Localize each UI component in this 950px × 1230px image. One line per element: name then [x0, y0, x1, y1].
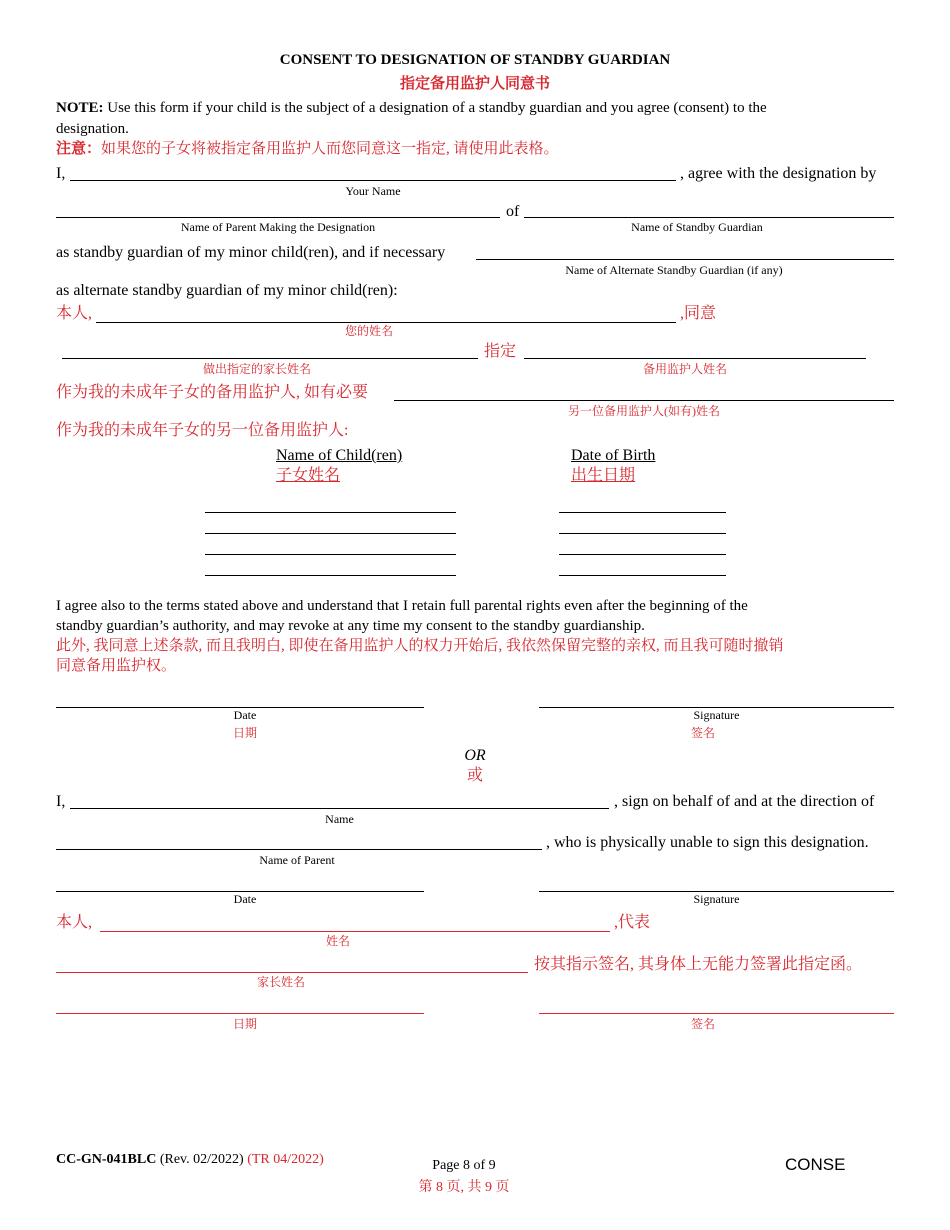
behalf-i-prefix-cn: 本人, [56, 914, 93, 931]
child-name-field-2[interactable] [205, 533, 456, 534]
standby-guardian-caption-cn: 备用监护人姓名 [642, 362, 727, 376]
agreement-en-2: standby guardian’s authority, and may revoke at any time my consent to the standby guardianship. [56, 618, 645, 634]
agreement-en-1: I agree also to the terms stated above and understand that I retain full parental rights even after the beginning of the [56, 598, 748, 614]
alternate-guardian-caption: Name of Alternate Standby Guardian (if any) [565, 263, 783, 277]
standby-guardian-field-cn[interactable] [524, 358, 866, 359]
your-name-field[interactable] [70, 180, 676, 181]
date-caption-2: Date [233, 892, 257, 906]
note-en-line-1 [56, 98, 767, 118]
child-name-field-4[interactable] [205, 575, 456, 576]
as-alternate-cn: 作为我的未成年子女的另一位备用监护人: [56, 422, 349, 439]
or-text-cn: 或 [466, 767, 483, 784]
title-en: CONSENT TO DESIGNATION OF STANDBY GUARDIAN [279, 52, 671, 68]
or-text: OR [464, 747, 486, 764]
alternate-guardian-caption-cn: 另一位备用监护人(如有)姓名 [568, 404, 720, 418]
i-prefix-en: I, [56, 165, 66, 182]
designate-cn: 指定 [484, 343, 517, 360]
child-dob-field-3[interactable] [559, 554, 726, 555]
col-child-header: Name of Child(ren) [276, 447, 403, 464]
footer-tag: CONSE [785, 1155, 846, 1174]
parent-making-field[interactable] [56, 217, 500, 218]
signature-caption-cn: 签名 [690, 1017, 715, 1031]
standby-guardian-field[interactable] [524, 217, 894, 218]
col-dob-header-cn: 出生日期 [571, 467, 636, 484]
unable-text: , who is physically unable to sign this designation. [546, 834, 869, 851]
your-name-caption: Your Name [345, 184, 401, 198]
col-child-header-cn: 子女姓名 [276, 467, 341, 484]
behalf-name-field[interactable] [70, 808, 609, 809]
standby-guardian-caption: Name of Standby Guardian [631, 220, 763, 234]
agree-by-text: , agree with the designation by [680, 165, 877, 182]
signature-field-cn[interactable] [539, 1013, 894, 1014]
agreement-cn-1: 此外, 我同意上述条款, 而且我明白, 即使在备用监护人的权力开始后, 我依然保留完整的亲权, 而且我可随时撤销 [56, 638, 784, 654]
agree-cn: ,同意 [680, 305, 717, 322]
i-prefix-cn: 本人, [56, 305, 93, 322]
note-text-cn: 如果您的子女将被指定备用监护人而您同意这一指定, 请使用此表格。 [101, 141, 559, 157]
form-rev: (Rev. 02/2022) [156, 1152, 248, 1167]
as-standby-text: as standby guardian of my minor child(ren), and if necessary [56, 244, 446, 261]
parent-making-caption: Name of Parent Making the Designation [180, 220, 376, 234]
of-text: of [506, 203, 520, 220]
represent-cn: ,代表 [614, 914, 651, 931]
child-name-field-1[interactable] [205, 512, 456, 513]
child-name-field-3[interactable] [205, 554, 456, 555]
signature-caption-1: Signature [693, 708, 740, 722]
note-label-cn: 注意： [56, 141, 102, 157]
note-label: NOTE: [56, 100, 104, 116]
parent-making-caption-cn: 做出指定的家长姓名 [202, 362, 311, 376]
date-field-cn[interactable] [56, 1013, 424, 1014]
parent-making-field-cn[interactable] [62, 358, 478, 359]
form-tr: (TR 04/2022) [247, 1152, 324, 1167]
behalf-i-prefix: I, [56, 793, 66, 810]
behalf-name-caption: Name [325, 812, 354, 826]
agreement-cn-2: 同意备用监护权。 [56, 658, 177, 674]
col-dob-header: Date of Birth [571, 447, 656, 464]
sign-behalf-text: , sign on behalf of and at the direction of [614, 793, 875, 810]
note-cn [56, 139, 559, 159]
child-dob-field-4[interactable] [559, 575, 726, 576]
alternate-guardian-field-cn[interactable] [394, 400, 894, 401]
parent-name-caption: Name of Parent [259, 853, 335, 867]
title-cn: 指定备用监护人同意书 [399, 76, 550, 92]
signature-caption-2: Signature [693, 892, 740, 906]
parent-name-field[interactable] [56, 849, 542, 850]
child-dob-field-1[interactable] [559, 512, 726, 513]
signature-caption-1-cn: 签名 [690, 726, 715, 740]
note-text: Use this form if your child is the subject of a designation of a standby guardian and you agree (consent) to the [103, 100, 767, 116]
date-caption-cn: 日期 [232, 1017, 257, 1031]
form-id: CC-GN-041BLC [56, 1152, 157, 1167]
child-dob-field-2[interactable] [559, 533, 726, 534]
page-number-cn: 第 8 页, 共 9 页 [418, 1180, 510, 1195]
parent-name-caption-cn: 家长姓名 [256, 975, 305, 989]
date-caption-1-cn: 日期 [232, 726, 257, 740]
page-number: Page 8 of 9 [432, 1158, 496, 1173]
your-name-caption-cn: 您的姓名 [344, 324, 393, 338]
as-standby-cn: 作为我的未成年子女的备用监护人, 如有必要 [56, 384, 369, 401]
unable-cn: 按其指示签名, 其身体上无能力签署此指定函。 [534, 956, 863, 973]
as-alternate-text: as alternate standby guardian of my minor child(ren): [56, 282, 398, 299]
behalf-name-caption-cn: 姓名 [325, 934, 350, 948]
alternate-guardian-field[interactable] [476, 259, 894, 260]
date-caption-1: Date [233, 708, 257, 722]
note-en-line-2: designation. [56, 121, 129, 137]
